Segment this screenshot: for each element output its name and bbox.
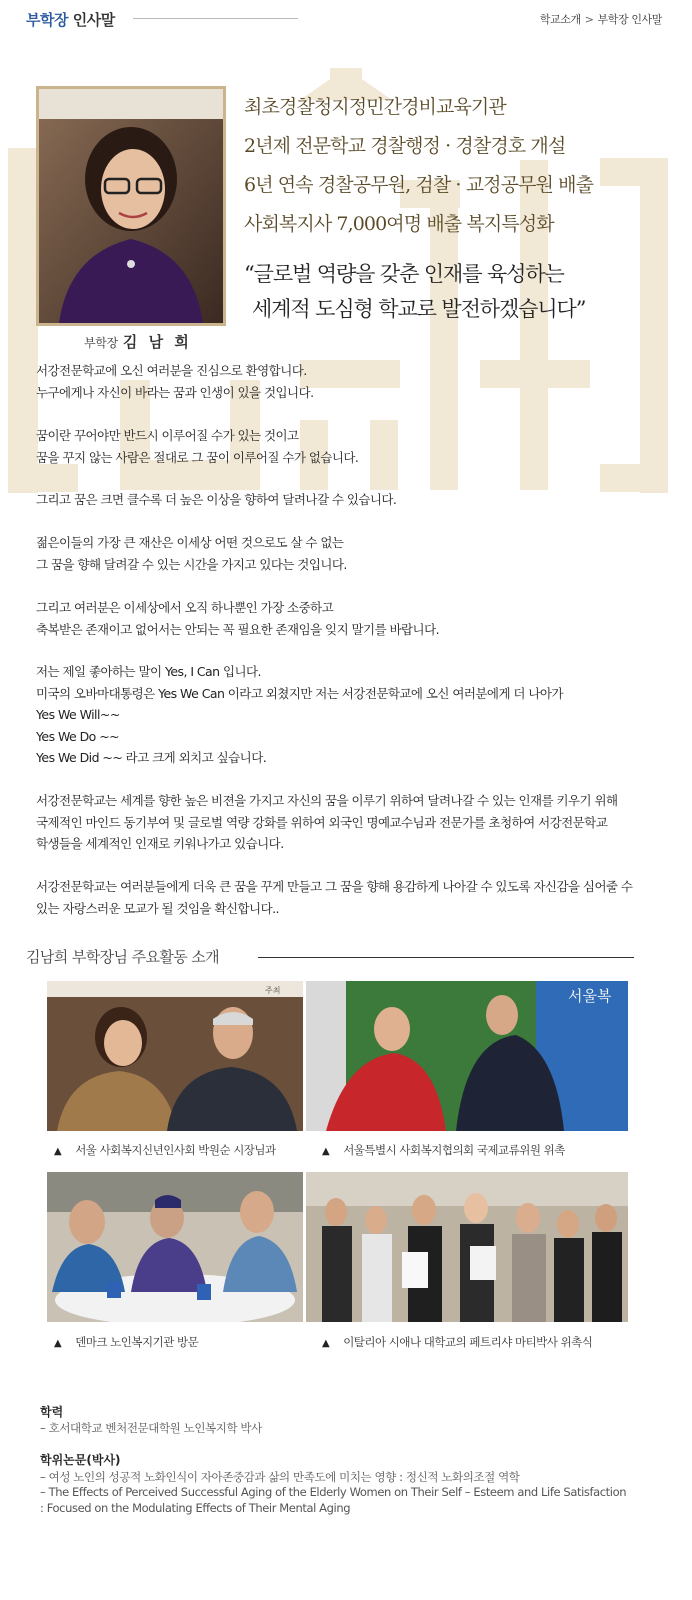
breadcrumb-item-about[interactable]: 학교소개 <box>539 13 581 26</box>
activity-photo-1-banner-text: 주최 <box>265 986 281 995</box>
greeting-line: 그 꿈을 향해 달려갈 수 있는 시간을 가지고 있다는 것입니다. <box>36 556 347 572</box>
greeting-line: 저는 제일 좋아하는 말이 Yes, I Can 입니다. <box>36 664 261 679</box>
greeting-line: 서강전문학교는 세계를 향한 높은 비젼을 가지고 자신의 꿈을 이루기 위하여 달려나갈 수 있는 인재를 키우기 위해 <box>36 793 618 808</box>
greeting-line: 꿈이란 꾸어야만 반드시 이루어질 수가 있는 것이고 <box>36 428 299 443</box>
activities-divider <box>258 957 634 958</box>
activity-caption-3 <box>54 1334 198 1350</box>
thesis-line: – 여성 노인의 성공적 노화인식이 자아존중감과 삶의 만족도에 미치는 영향 : 정신적 노화의조절 역학 <box>40 1470 520 1484</box>
greeting-paragraph <box>36 425 666 468</box>
highlight-line: 최초경찰청지정민간경비교육기관 <box>244 96 506 118</box>
activity-caption-text: 이탈리아 시애나 대학교의 페트리샤 마티박사 위촉식 <box>343 1335 593 1349</box>
breadcrumb-separator: > <box>584 13 594 26</box>
greeting-line: 젊은이들의 가장 큰 재산은 이세상 어떤 것으로도 살 수 없는 <box>36 535 344 550</box>
motto-quote-line1: “글로벌 역량을 갖춘 인재를 육성하는 <box>244 262 564 286</box>
triangle-up-icon: ▲ <box>322 1146 330 1157</box>
greeting-paragraph <box>36 360 666 403</box>
greeting-paragraph <box>36 876 666 919</box>
greeting-line: 그리고 여러분은 이세상에서 오직 하나뿐인 가장 소중하고 <box>36 600 334 615</box>
triangle-up-icon: ▲ <box>54 1338 62 1349</box>
portrait-name: 김 남 희 <box>122 333 192 351</box>
thesis-line: : Focused on the Modulating Effects of Their Mental Aging <box>40 1501 351 1515</box>
header-divider <box>133 18 298 19</box>
highlight-line: 2년제 전문학교 경찰행정 · 경찰경호 개설 <box>244 135 566 157</box>
page-title-accent: 부학장 <box>26 11 68 29</box>
greeting-line: 국제적인 마인드 동기부여 및 글로벌 역량 강화를 위하여 외국인 명예교수님과 전문가를 초청하여 서강전문학교 <box>36 814 608 830</box>
triangle-up-icon: ▲ <box>322 1338 330 1349</box>
greeting-paragraph <box>36 790 666 855</box>
activity-caption-text: 서울 사회복지신년인사회 박원순 시장님과 <box>75 1143 276 1157</box>
greeting-line: 있는 자랑스러운 모교가 될 것임을 확신합니다.. <box>36 900 279 916</box>
activity-photo-1[interactable] <box>47 981 303 1131</box>
activity-photo-3[interactable] <box>47 1172 303 1322</box>
greeting-paragraph <box>36 597 666 640</box>
activity-photo-2-banner-text: 서울복 <box>568 987 612 1005</box>
page-header <box>0 0 692 40</box>
highlight-line: 사회복지사 7,000여명 배출 복지특성화 <box>244 213 554 235</box>
thesis-heading: 학위논문(박사) <box>40 1453 121 1467</box>
activity-photo-4[interactable] <box>306 1172 628 1322</box>
thesis-line: – The Effects of Perceived Successful Aging of the Elderly Women on Their Self – Esteem and Life Satisfaction <box>40 1485 627 1499</box>
greeting-line: 축복받은 존재이고 없어서는 안되는 꼭 필요한 존재임을 잊지 말기를 바랍니다. <box>36 621 440 637</box>
greeting-line: 꿈을 꾸지 않는 사람은 절대로 그 꿈이 이루어질 수가 없습니다. <box>36 449 359 465</box>
greeting-line: 그리고 꿈은 크면 클수록 더 높은 이상을 향하여 달려나갈 수 있습니다. <box>36 492 397 507</box>
activity-caption-1 <box>54 1142 276 1158</box>
activities-heading: 김남희 부학장님 주요활동 소개 <box>26 948 220 966</box>
greeting-line: 미국의 오바마대통령은 Yes We Can 이라고 외쳤지만 저는 서강전문학교에 오신 여러분에게 더 나아가 <box>36 685 563 701</box>
page-title <box>26 9 115 30</box>
motto-quote-line2: 세계적 도심형 학교로 발전하겠습니다” <box>252 297 586 321</box>
greeting-line: 학생들을 세계적인 인재로 키워나가고 있습니다. <box>36 836 284 851</box>
greeting-line: 서강전문학교에 오신 여러분을 진심으로 환영합니다. <box>36 363 307 378</box>
triangle-up-icon: ▲ <box>54 1146 62 1157</box>
greeting-line: Yes We Do ~~ <box>36 728 120 744</box>
greeting-paragraph <box>36 661 666 769</box>
highlight-line: 6년 연속 경찰공무원, 검찰 · 교정공무원 배출 <box>244 174 594 196</box>
portrait-caption <box>84 331 192 352</box>
education-item: – 호서대학교 벤처전문대학원 노인복지학 박사 <box>40 1421 262 1435</box>
greeting-paragraph <box>36 489 666 511</box>
activity-photo-2[interactable] <box>306 981 628 1131</box>
activity-caption-4 <box>322 1334 592 1350</box>
education-heading: 학력 <box>40 1405 64 1419</box>
greeting-line: Yes We Will~~ <box>36 707 120 722</box>
greeting-line: 누구에게나 자신이 바라는 꿈과 인생이 있을 것입니다. <box>36 384 314 400</box>
activity-caption-2 <box>322 1142 565 1158</box>
activity-caption-text: 덴마크 노인복지기관 방문 <box>75 1335 199 1349</box>
greeting-line: Yes We Did ~~ 라고 크게 외치고 싶습니다. <box>36 750 267 765</box>
breadcrumb-item-current[interactable]: 부학장 인사말 <box>597 13 662 26</box>
portrait-role: 부학장 <box>84 336 118 350</box>
portrait-photo <box>36 86 226 326</box>
greeting-paragraph <box>36 532 666 575</box>
breadcrumb <box>540 11 662 27</box>
greeting-line: 서강전문학교는 여러분들에게 더욱 큰 꿈을 꾸게 만들고 그 꿈을 향해 용감하게 나아갈 수 있도록 자신감을 심어줄 수 <box>36 879 633 894</box>
activity-caption-text: 서울특별시 사회복지협의회 국제교류위원 위촉 <box>343 1143 565 1157</box>
page-title-main: 인사말 <box>72 11 115 29</box>
